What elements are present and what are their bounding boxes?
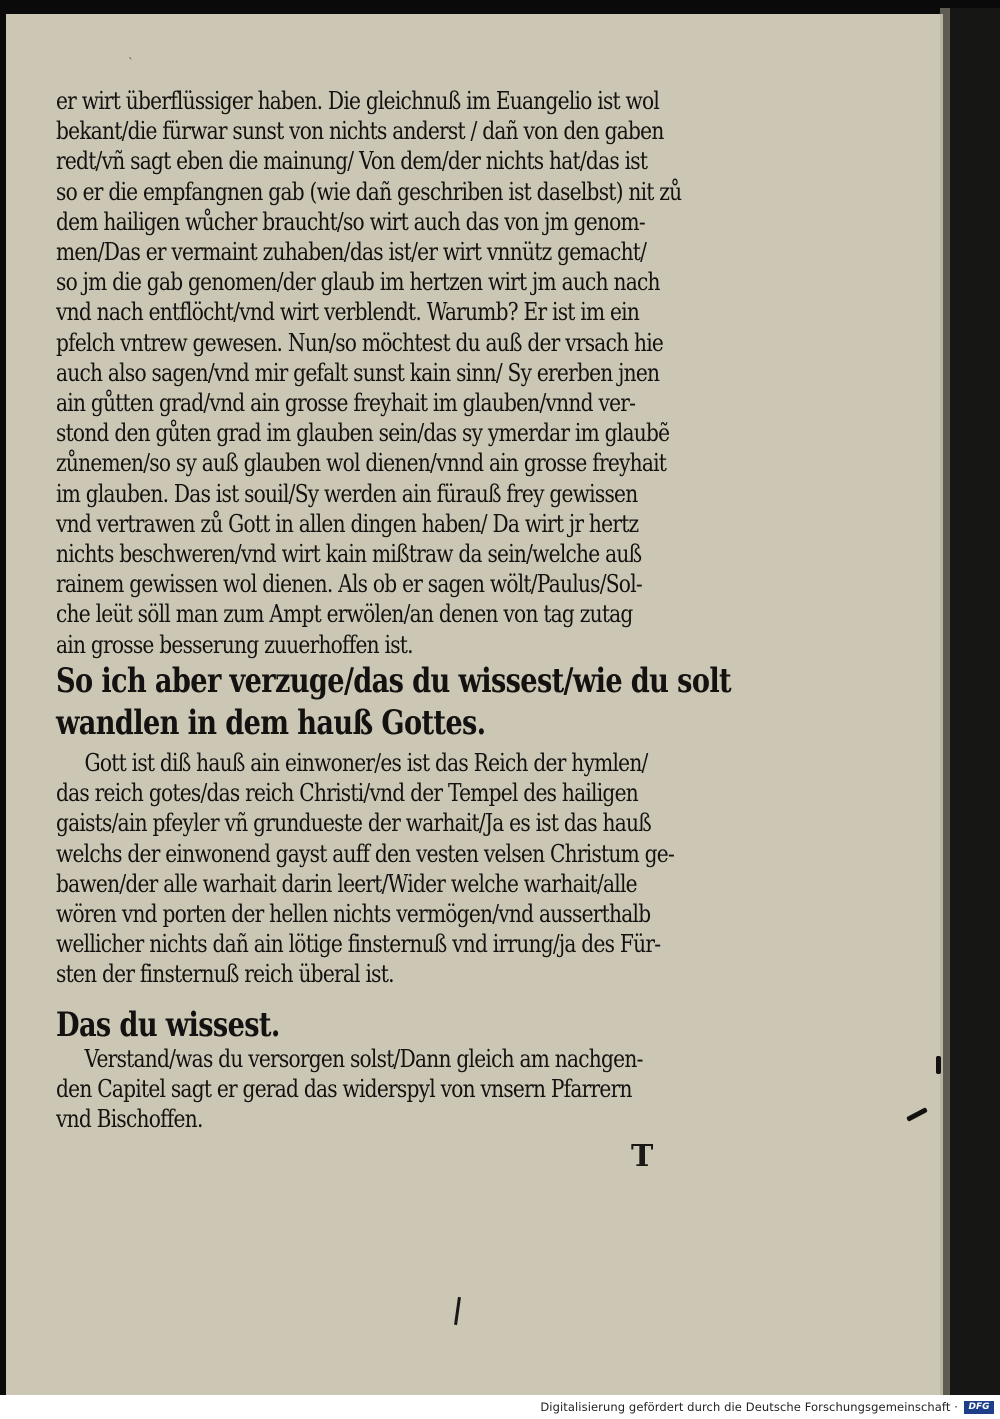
text-line: so jm die gab genomen/der glaub im hertzen wirt jm auch nach — [56, 268, 660, 297]
text-line: redt/vñ sagt eben die mainung/ Von dem/der nichts hat/das ist — [56, 147, 648, 176]
text-line: vnd nach entflöcht/vnd wirt verblendt. Warumb? Er ist im ein — [56, 298, 640, 327]
text-line: welchs der einwonend gayst auff den vesten velsen Christum ge- — [56, 839, 675, 868]
text-line: den Capitel sagt er gerad das widerspyl von vnsern Pfarrern — [56, 1075, 632, 1104]
text-line: Gott ist diß hauß ain einwoner/es ist das Reich der hymlen/ — [84, 749, 648, 777]
text-line: wellicher nichts dañ ain lötige finsternuß vnd irrung/ja des Für- — [56, 930, 661, 959]
text-line: vnd vertrawen zů Gott in allen dingen haben/ Da wirt jr hertz — [56, 509, 639, 538]
heading-line: So ich aber verzuge/das du wissest/wie du solt — [56, 661, 731, 701]
text-line: zůnemen/so sy auß glauben wol dienen/vnnd ain grosse freyhait — [56, 449, 667, 478]
text-line: Verstand/was du versorgen solst/Dann gleich am nachgen- — [84, 1045, 643, 1073]
section-heading-2 — [56, 1004, 336, 1046]
text-line: men/Das er vermaint zuhaben/das ist/er wirt vnnütz gemacht/ — [56, 238, 647, 267]
text-line: im glauben. Das ist souil/Sy werden ain fürauß frey gewissen — [56, 479, 638, 508]
heading-line: Das du wissest. — [56, 1005, 280, 1045]
paragraph-2 — [56, 748, 792, 990]
text-line: bekant/die fürwar sunst von nichts anderst / dañ von den gaben — [56, 117, 664, 146]
text-line: vnd Bischoffen. — [56, 1105, 203, 1134]
text-line: gaists/ain pfeyler vñ grundueste der warhait/Ja es ist das hauß — [56, 809, 651, 838]
text-line: che leüt söll man zum Ampt erwölen/an denen von tag zutag — [56, 600, 633, 629]
text-line: pfelch vntrew gewesen. Nun/so möchtest du auß der vrsach hie — [56, 328, 664, 357]
text-line: auch also sagen/vnd mir gefalt sunst kain sinn/ Sy ererben jnen — [56, 358, 660, 387]
text-line: dem hailigen wůcher braucht/so wirt auch das von jm genom- — [56, 207, 645, 236]
section-heading-1 — [56, 660, 900, 744]
text-line: ain grosse besserung zuuerhoffen ist. — [56, 630, 413, 659]
heading-line: wandlen in dem hauß Gottes. — [56, 703, 486, 743]
text-line: rainem gewissen wol dienen. Als ob er sagen wölt/Paulus/Sol- — [56, 570, 642, 599]
text-line: sten der finsternuß reich überal ist. — [56, 960, 394, 989]
paragraph-1 — [56, 86, 801, 660]
dfg-logo-icon: DFG — [964, 1401, 994, 1414]
signature-mark — [454, 1297, 461, 1325]
text-line: ain gůtten grad/vnd ain grosse freyhait im glauben/vnnd ver- — [56, 389, 636, 418]
book-page — [6, 14, 943, 1395]
text-line: nichts beschweren/vnd wirt kain mißtraw da sein/welche auß — [56, 540, 642, 569]
margin-mark — [906, 1107, 928, 1122]
text-line: das reich gotes/das reich Christi/vnd der Tempel des hailigen — [56, 779, 638, 808]
text-line: wören vnd porten der hellen nichts vermögen/vnd ausserthalb — [56, 900, 651, 929]
catchword: T — [631, 1139, 654, 1174]
page-edge — [943, 8, 1000, 1395]
footer-bar — [0, 1398, 1000, 1419]
text-line: bawen/der alle warhait darin leert/Wider welche warhait/alle — [56, 869, 637, 898]
text-line: stond den gůten grad im glauben sein/das sy ymerdar im glaubẽ — [56, 419, 670, 448]
funding-credit: Digitalisierung gefördert durch die Deutsche Forschungsgemeinschaft · — [540, 1400, 958, 1414]
paragraph-3 — [56, 1044, 754, 1135]
margin-mark — [936, 1056, 941, 1074]
text-line: er wirt überflüssiger haben. Die gleichnuß im Euangelio ist wol — [56, 87, 660, 115]
tick-mark: ` — [128, 56, 134, 70]
text-line: so er die empfangnen gab (wie dañ geschriben ist daselbst) nit zů — [56, 177, 682, 206]
